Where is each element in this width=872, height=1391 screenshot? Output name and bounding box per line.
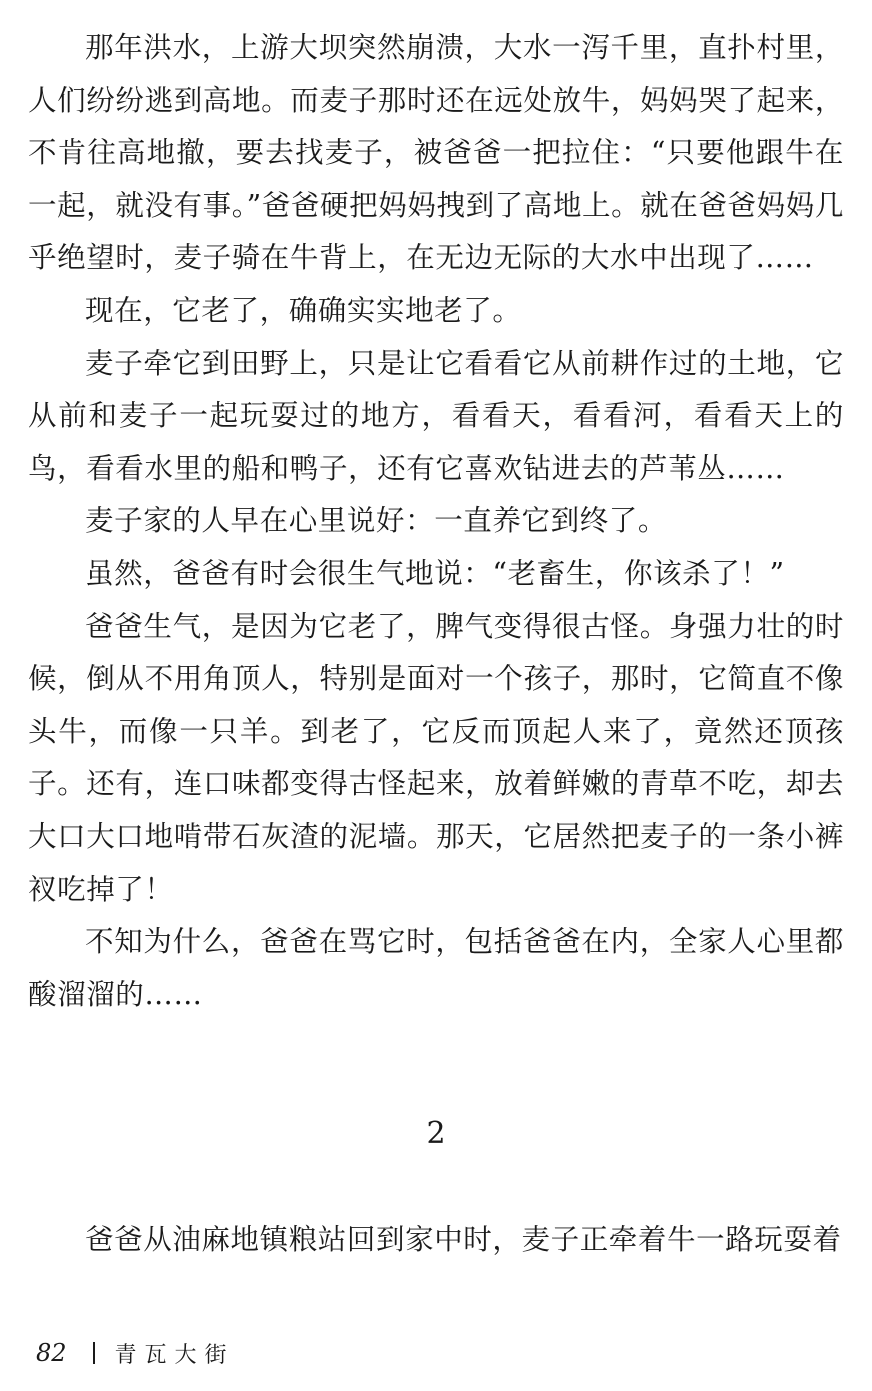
paragraph: 不知为什么，爸爸在骂它时，包括爸爸在内，全家人心里都酸溜溜的…… [28, 925, 844, 1011]
footer-divider [93, 1342, 95, 1364]
paragraph: 现在，它老了，确确实实地老了。 [85, 293, 522, 327]
section-number: 2 [426, 1116, 446, 1151]
page-number: 82 [36, 1339, 67, 1367]
paragraph: 爸爸生气，是因为它老了，脾气变得很古怪。身强力壮的时候，倒从不用角顶人，特别是面对一个孩子，那时，它简直不像头牛，而像一只羊。到老了，它反而顶起人来了，竟然还顶孩子。还有，连口味都变得古怪起来，放着鲜嫩的青草不吃，却去大口大口地啃带石灰渣的泥墙。那天，它居然把麦子的一条小裤衩吃掉了！ [28, 609, 844, 906]
paragraph: 爸爸从油麻地镇粮站回到家中时，麦子正牵着牛一路玩耍着 [85, 1223, 842, 1256]
section-body-text [28, 1214, 844, 1267]
paragraph: 麦子牵它到田野上，只是让它看看它从前耕作过的土地，它从前和麦子一起玩耍过的地方，看看天，看看河，看看天上的鸟，看看水里的船和鸭子，还有它喜欢钻进去的芦苇丛…… [28, 346, 844, 485]
paragraph: 虽然，爸爸有时会很生气地说：“老畜生，你该杀了！” [85, 556, 785, 590]
book-title: 青瓦大街 [114, 1342, 235, 1368]
paragraph: 那年洪水，上游大坝突然崩溃，大水一泻千里，直扑村里，人们纷纷逃到高地。而麦子那时还在远处放牛，妈妈哭了起来，不肯往高地撤，要去找麦子，被爸爸一把拉住：“只要他跟牛在一起，就没有事。”爸爸硬把妈妈拽到了高地上。就在爸爸妈妈几乎绝望时，麦子骑在牛背上，在无边无际的大水中出现了…… [28, 31, 844, 275]
body-text [28, 22, 844, 1021]
paragraph: 麦子家的人早在心里说好：一直养它到终了。 [85, 504, 668, 538]
page-footer [36, 1333, 235, 1373]
